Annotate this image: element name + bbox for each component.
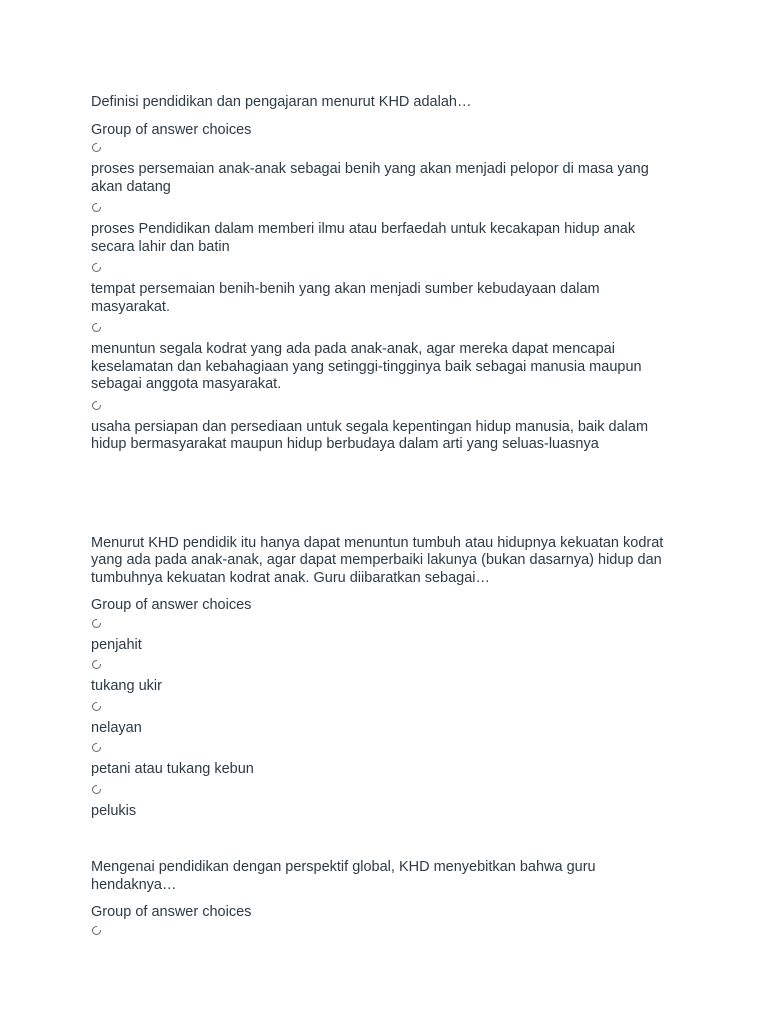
radio-button[interactable] [92, 785, 101, 794]
option-label[interactable]: proses persemaian anak-anak sebagai benih yang akan menjadi pelopor di masa yang akan datang [91, 161, 649, 195]
radio-button[interactable] [92, 702, 101, 711]
question-3 [91, 859, 681, 935]
answer-option[interactable] [91, 203, 681, 256]
answer-option[interactable] [91, 619, 681, 655]
radio-button[interactable] [92, 401, 101, 410]
answer-option[interactable] [91, 660, 681, 696]
option-label[interactable]: proses Pendidikan dalam memberi ilmu atau berfaedah untuk kecakapan hidup anak secara lahir dan batin [91, 221, 636, 255]
option-label[interactable]: tempat persemaian benih-benih yang akan menjadi sumber kebudayaan dalam masyarakat. [91, 281, 600, 315]
option-label[interactable]: pelukis [91, 802, 137, 819]
question-text: Definisi pendidikan dan pengajaran menurut KHD adalah… [91, 94, 472, 110]
quiz-page [91, 94, 681, 944]
option-label[interactable]: usaha persiapan dan persediaan untuk segala kepentingan hidup manusia, baik dalam hidup bermasyarakat maupun hidup berbudaya dalam arti yang seluas-luasnya [91, 418, 649, 452]
group-label: Group of answer choices [91, 597, 252, 613]
radio-button[interactable] [92, 743, 101, 752]
question-text: Menurut KHD pendidik itu hanya dapat menuntun tumbuh atau hidupnya kekuatan kodrat yang ada pada anak-anak, agar dapat memperbaiki lakunya (bukan dasarnya) hidup dan tumbuhnya kekuatan kodrat anak. Guru diibaratkan sebagai… [91, 534, 664, 586]
group-label: Group of answer choices [91, 904, 252, 920]
option-label[interactable]: menuntun segala kodrat yang ada pada anak-anak, agar mereka dapat mencapai keselamatan dan kebahagiaan yang setinggi-tingginya baik sebagai manusia maupun sebagai anggota masyarakat. [91, 341, 642, 392]
answer-option[interactable] [91, 743, 681, 779]
option-label[interactable]: tukang ukir [91, 678, 162, 694]
option-label[interactable]: penjahit [91, 636, 142, 653]
radio-button[interactable] [92, 143, 101, 152]
answer-option[interactable] [91, 323, 681, 394]
option-label[interactable]: nelayan [91, 719, 142, 736]
radio-button[interactable] [92, 619, 101, 628]
radio-button[interactable] [92, 660, 101, 669]
radio-button[interactable] [92, 323, 101, 332]
answer-option[interactable] [91, 702, 681, 738]
group-label: Group of answer choices [91, 121, 252, 138]
answer-option[interactable] [91, 401, 681, 454]
answer-option[interactable] [91, 926, 681, 935]
answer-option[interactable] [91, 143, 681, 196]
answer-option[interactable] [91, 785, 681, 821]
question-text: Mengenai pendidikan dengan perspektif global, KHD menyebitkan bahwa guru hendaknya… [91, 859, 596, 893]
question-2 [91, 535, 681, 821]
question-1 [91, 94, 681, 454]
answer-option[interactable] [91, 263, 681, 316]
radio-button[interactable] [92, 926, 101, 935]
radio-button[interactable] [92, 263, 101, 272]
radio-button[interactable] [92, 203, 101, 212]
option-label[interactable]: petani atau tukang kebun [91, 761, 254, 777]
